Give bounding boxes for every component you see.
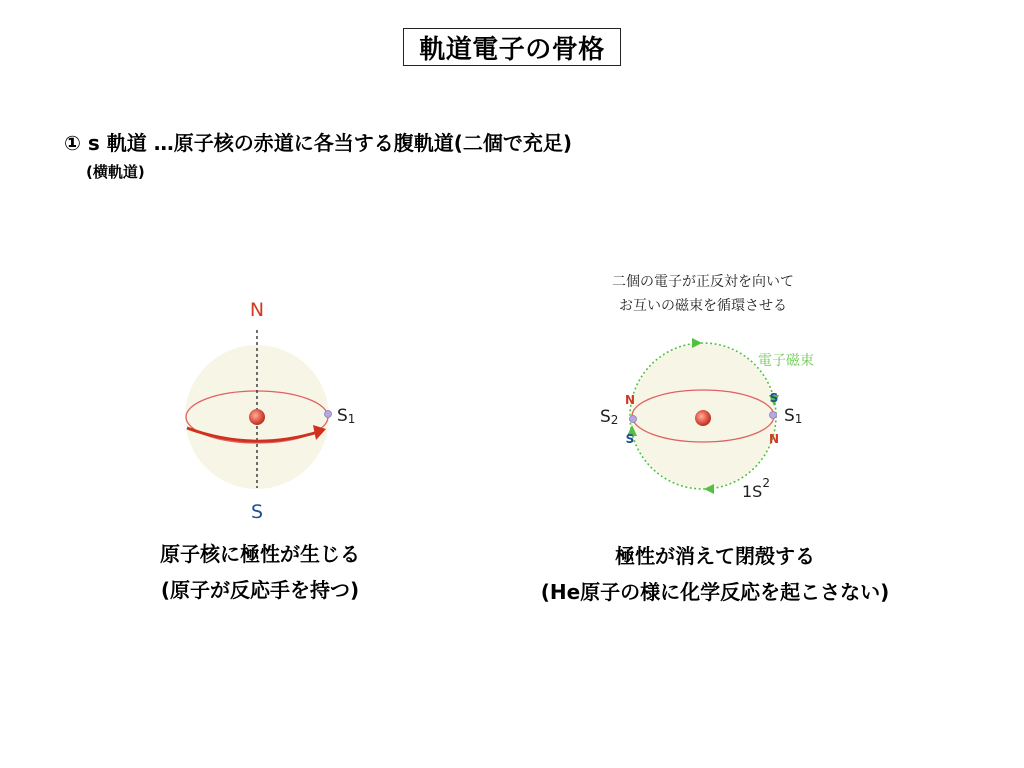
- right-electron-label-s2: S2: [600, 407, 619, 427]
- right-electron-left: [630, 416, 637, 423]
- left-caption-line1: 原子核に極性が生じる: [160, 542, 360, 566]
- page-title: 軌道電子の骨格: [403, 28, 621, 66]
- right-note-line1: 二個の電子が正反対を向いて: [612, 274, 794, 290]
- right-caption-line1: 極性が消えて閉殻する: [615, 544, 815, 568]
- orbital-label: $1S^2$: [742, 476, 770, 501]
- right-caption-line2: (He原子の様に化学反応を起こさない): [540, 580, 890, 604]
- left-electron: [325, 411, 332, 418]
- right-note: [560, 270, 846, 318]
- right-electron-label-s1: S1: [784, 406, 803, 426]
- left-south-label: S: [250, 501, 264, 523]
- left-electron-north: N: [624, 393, 636, 407]
- left-nucleus: [249, 409, 265, 425]
- left-atom-diagram: [185, 299, 355, 523]
- right-note-line2: お互いの磁束を循環させる: [619, 298, 787, 314]
- flux-label: 電子磁束: [758, 353, 814, 369]
- right-electron-south: S: [769, 391, 779, 405]
- left-caption-line2: (原子が反応手を持つ): [160, 578, 360, 602]
- section-heading: ① s 軌道 …原子核の赤道に各当する腹軌道(二個で充足): [64, 131, 573, 155]
- left-north-label: N: [249, 299, 265, 321]
- right-nucleus: [695, 410, 711, 426]
- right-electron-right: [770, 412, 777, 419]
- right-electron-north: N: [768, 432, 780, 446]
- left-electron-south: S: [625, 432, 635, 446]
- left-electron-label: S1: [337, 406, 356, 426]
- right-atom-diagram: [600, 338, 814, 501]
- right-caption: [480, 538, 950, 610]
- section-subheading: (横軌道): [86, 163, 145, 181]
- left-caption: [110, 536, 410, 608]
